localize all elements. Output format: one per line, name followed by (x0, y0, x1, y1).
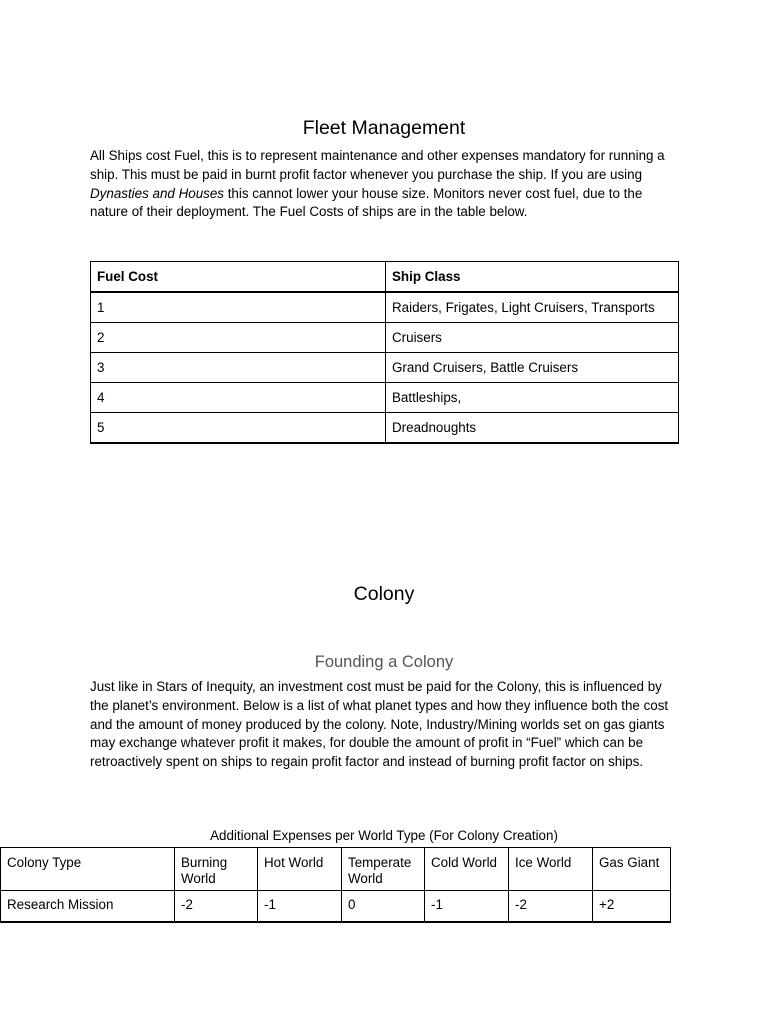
ship-class-cell: Battleships, (386, 383, 679, 413)
table-row (1, 891, 671, 923)
hot-world-cell: -1 (258, 891, 342, 923)
temperate-world-cell: 0 (342, 891, 425, 923)
ship-class-cell: Raiders, Frigates, Light Cruisers, Transports (386, 292, 679, 323)
fleet-paragraph-text-1: All Ships cost Fuel, this is to represent maintenance and other expenses mandatory for running a ship. This must be paid in burnt profit factor whenever you purchase the ship. If you are using (90, 148, 665, 182)
fleet-management-heading: Fleet Management (302, 117, 466, 139)
colony-paragraph: Just like in Stars of Inequity, an investment cost must be paid for the Colony, this is influenced by the planet’s environment. Below is a list of what planet types and how they influence both the cost and the amount of money produced by the colony. Note, Industry/Mining worlds set on gas giants may exchange whatever profit it makes, for double the amount of profit in “Fuel” which can be retroactively spent on ships to regain profit factor and instead of burning profit factor on ships. (90, 679, 669, 770)
colony-type-header: Colony Type (1, 848, 175, 891)
ship-class-header: Ship Class (386, 262, 679, 293)
hot-world-header: Hot World (258, 848, 342, 891)
temperate-world-header: Temperate World (342, 848, 425, 891)
fuel-cost-header: Fuel Cost (91, 262, 386, 293)
fuel-cost-cell: 5 (91, 413, 386, 444)
table-row (91, 353, 679, 383)
fleet-paragraph-italic: Dynasties and Houses (90, 185, 224, 201)
ship-class-cell: Dreadnoughts (386, 413, 679, 444)
ship-class-cell: Cruisers (386, 323, 679, 353)
gas-giant-cell: +2 (593, 891, 671, 923)
burning-world-header: Burning World (175, 848, 258, 891)
table-row (91, 292, 679, 323)
table-row (91, 413, 679, 444)
fuel-cost-cell: 3 (91, 353, 386, 383)
expenses-table-caption: Additional Expenses per World Type (For Colony Creation) (210, 828, 558, 843)
ice-world-cell: -2 (509, 891, 593, 923)
fuel-cost-table (90, 261, 679, 444)
fuel-cost-cell: 1 (91, 292, 386, 323)
fleet-paragraph-text-2: this cannot lower your house size. Monitors never cost fuel, due to the nature of their deployment. The Fuel Costs of ships are in the table below. (90, 185, 643, 220)
founding-colony-subheading: Founding a Colony (314, 653, 454, 671)
table-row (91, 383, 679, 413)
gas-giant-header: Gas Giant (593, 848, 671, 891)
table-header-row (91, 262, 679, 293)
colony-heading: Colony (353, 583, 415, 605)
colony-type-cell: Research Mission (1, 891, 175, 923)
cold-world-cell: -1 (425, 891, 509, 923)
ice-world-header: Ice World (509, 848, 593, 891)
burning-world-cell: -2 (175, 891, 258, 923)
fuel-cost-cell: 2 (91, 323, 386, 353)
table-row (91, 323, 679, 353)
cold-world-header: Cold World (425, 848, 509, 891)
world-type-expenses-table (0, 847, 671, 923)
ship-class-cell: Grand Cruisers, Battle Cruisers (386, 353, 679, 383)
fleet-paragraph (90, 147, 682, 222)
table-header-row (1, 848, 671, 891)
fuel-cost-cell: 4 (91, 383, 386, 413)
